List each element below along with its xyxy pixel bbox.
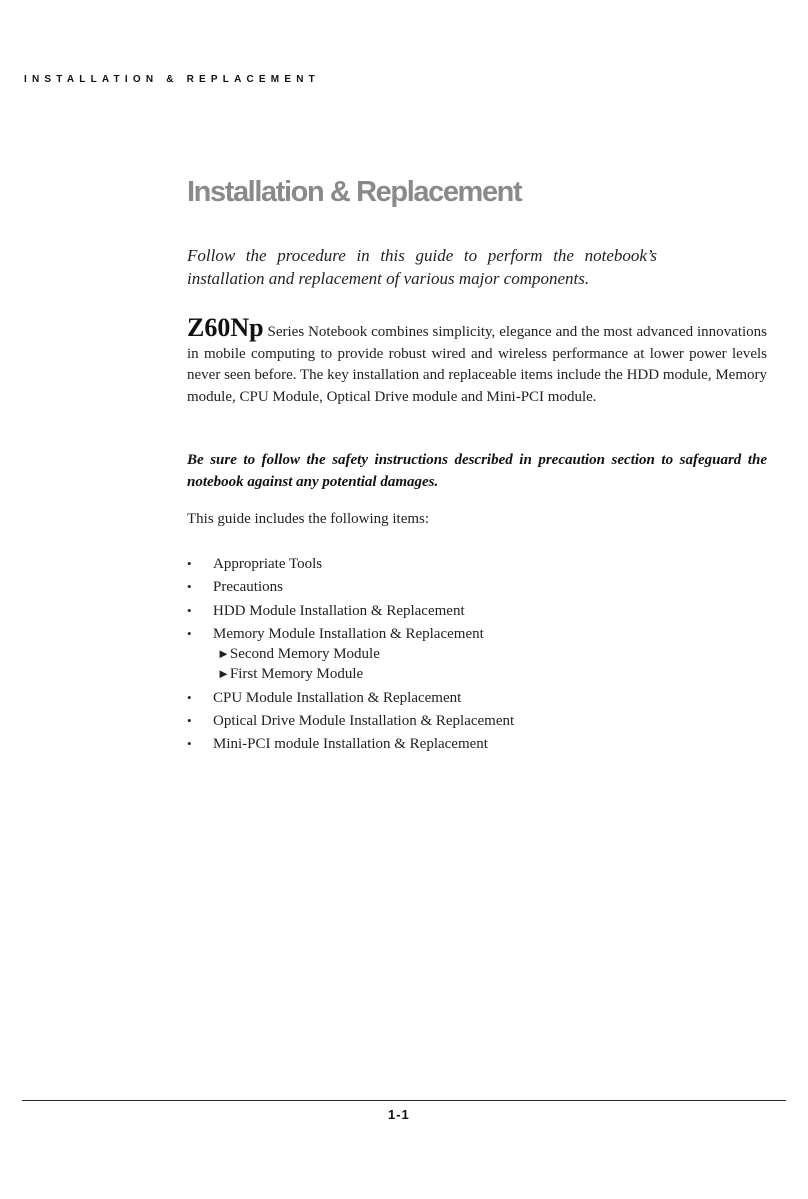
items-list [187,554,514,758]
list-item-label: Optical Drive Module Installation & Replacement [213,712,515,729]
lead-text: Series Notebook combines simplicity, elegance and the most advanced innovations in mobile computing to provide robust wired and wireless performance at lower power levels never seen before. The key installation and replaceable items include the HDD module, Memory module, CPU Module, Optical Drive module and Mini-PCI module. [187,324,768,406]
lead-paragraph [187,313,768,409]
list-item [187,554,514,574]
arrow-right-icon: ► [217,646,230,662]
list-item [187,734,514,754]
running-header: INSTALLATION & REPLACEMENT [24,74,320,85]
list-item [187,711,514,731]
intro-paragraph: Follow the procedure in this guide to perform the notebook’s installation and replacement of various major components. [187,246,657,288]
arrow-right-icon: ► [217,666,230,682]
model-name: Z60Np [187,313,264,342]
bullet-icon: • [187,556,192,571]
bullet-icon: • [187,736,192,752]
list-item [187,577,514,597]
footer-divider [22,1100,786,1101]
list-item-label: CPU Module Installation & Replacement [213,689,462,706]
sub-item [213,644,514,664]
sub-item-label: First Memory Module [229,666,364,683]
list-item [187,688,514,708]
list-item-label: Appropriate Tools [213,556,323,572]
list-item-label: Memory Module Installation & Replacement [213,626,484,643]
items-intro: This guide includes the following items: [187,511,430,527]
page-number: 1-1 [388,1107,410,1122]
list-item [187,601,514,621]
bullet-icon: • [187,689,192,705]
list-item [187,624,514,684]
page-title: Installation & Replacement [187,176,522,208]
bullet-icon: • [187,712,192,728]
safety-warning: Be sure to follow the safety instructions described in precaution section to safeguard the notebook against any potential damages. [187,452,767,490]
list-item-label: HDD Module Installation & Replacement [213,602,465,619]
bullet-icon: • [187,579,192,595]
list-item-label: Mini-PCI module Installation & Replacement [213,736,488,753]
bullet-icon: • [187,602,192,618]
list-item-label: Precautions [213,579,283,596]
bullet-icon: • [187,626,192,642]
sub-item-label: Second Memory Module [229,646,380,663]
sub-item [213,664,514,684]
